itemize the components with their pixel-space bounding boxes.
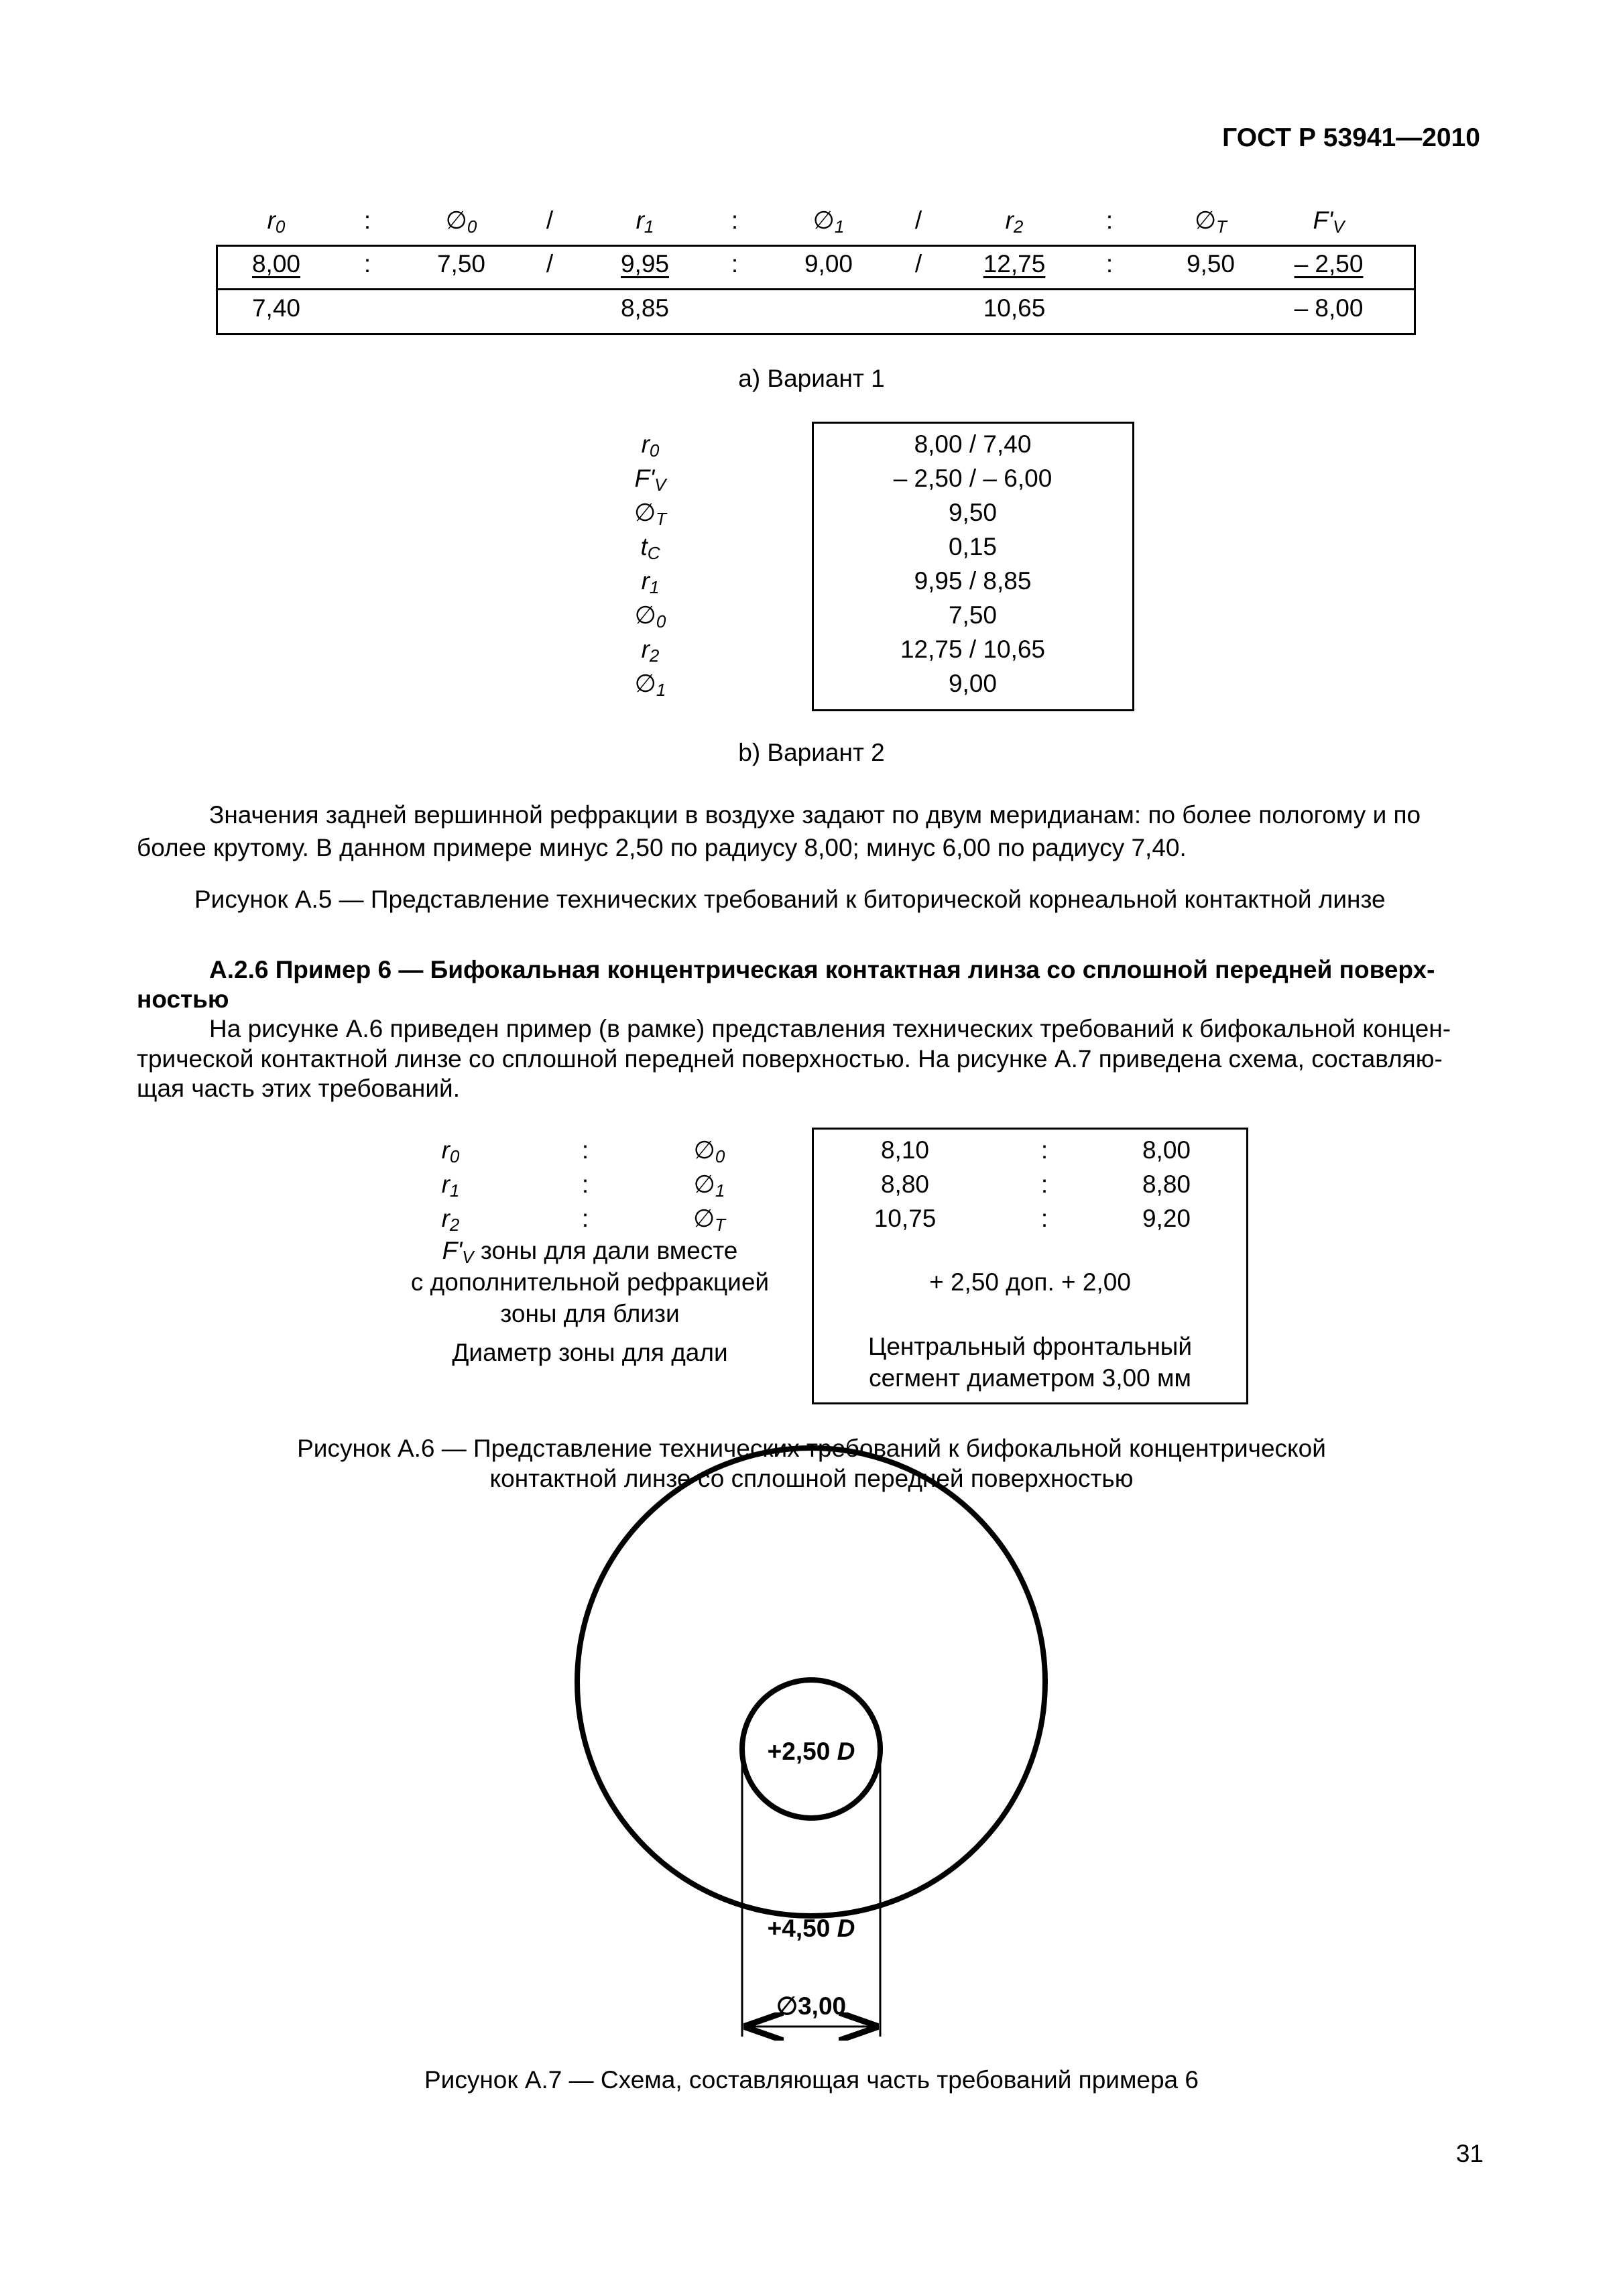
- variant1-header-cell: :: [731, 206, 739, 234]
- a6-colon: :: [581, 1170, 589, 1198]
- symbol-subscript: V: [1333, 217, 1345, 237]
- figure-a7-caption: Рисунок А.7 — Схема, составляющая часть требований примера 6: [424, 2066, 1199, 2094]
- symbol: r: [441, 1205, 450, 1232]
- note-line-2: более крутому. В данном примере минус 2,50 по радиусу 8,00; минус 6,00 по радиусу 7,40.: [137, 834, 1187, 861]
- a6-radius-value: 8,80: [880, 1170, 929, 1198]
- a6-value-colon: :: [1040, 1205, 1048, 1232]
- symbol-subscript: 0: [275, 217, 286, 237]
- diameter-dimension-label: ∅3,00: [776, 1992, 847, 2020]
- variant1-header-cell: /: [914, 206, 922, 234]
- variant1-row1-cell: :: [1105, 250, 1114, 278]
- symbol: r: [641, 430, 650, 458]
- fv-value: + 2,50 доп. + 2,00: [929, 1268, 1131, 1296]
- symbol: r: [641, 636, 650, 663]
- variant1-header-cell: /: [546, 206, 554, 234]
- symbol: ∅: [1194, 206, 1217, 234]
- symbol: ∅: [634, 601, 656, 629]
- symbol: ∅: [634, 499, 656, 526]
- variant1-row1-cell: 9,50: [1186, 250, 1235, 278]
- symbol: ∅: [693, 1205, 715, 1232]
- section-body-line-2: трической контактной линзе со сплошной передней поверхностью. На рисунке А.7 приведена схема, составляю-: [137, 1045, 1443, 1073]
- inner-zone-label: +2,50 D: [767, 1738, 855, 1765]
- symbol: r: [1005, 206, 1014, 234]
- symbol-subscript: 0: [656, 611, 666, 631]
- variant1-row1-cell: /: [914, 250, 922, 278]
- variant1-row1-cell: – 2,50: [1294, 250, 1364, 278]
- symbol-subscript: C: [647, 543, 660, 563]
- symbol-subscript: 2: [649, 646, 660, 666]
- diameter-label: Диаметр зоны для дали: [452, 1339, 728, 1366]
- symbol-subscript: 1: [449, 1181, 460, 1201]
- symbol-subscript: 1: [834, 217, 845, 237]
- variant1-row1-cell: 9,00: [804, 250, 853, 278]
- symbol-subscript: T: [656, 509, 667, 529]
- fv-label-text: зоны для дали вместе: [473, 1237, 738, 1264]
- symbol: F': [634, 465, 655, 492]
- variant2-value: – 2,50 / – 6,00: [893, 465, 1053, 492]
- variant2-value: 8,00 / 7,40: [914, 430, 1032, 458]
- variant2-value: 9,50: [948, 499, 997, 526]
- variant1-row1-cell: 12,75: [983, 250, 1046, 278]
- a6-radius-value: 10,75: [874, 1205, 937, 1232]
- symbol-subscript: 0: [467, 217, 477, 237]
- variant1-row1-cell: 8,00: [251, 250, 300, 278]
- symbol-subscript: 1: [644, 217, 654, 237]
- outer-zone-label: +4,50 D: [767, 1915, 855, 1942]
- symbol: r: [267, 206, 276, 234]
- a6-value-colon: :: [1040, 1170, 1048, 1198]
- variant1-row1-cell: :: [363, 250, 371, 278]
- variant1-row1-cell: 7,50: [436, 250, 485, 278]
- section-body-line-3: щая часть этих требований.: [137, 1075, 460, 1102]
- variant1-row1-cell: :: [731, 250, 739, 278]
- variant1-row2-cell: 10,65: [983, 294, 1046, 322]
- symbol: r: [636, 206, 644, 234]
- variant2-value: 12,75 / 10,65: [900, 636, 1046, 663]
- a6-value-colon: :: [1040, 1136, 1048, 1164]
- fv-subscript: V: [462, 1247, 474, 1267]
- variant1-row1-cell: 9,95: [620, 250, 669, 278]
- fv-symbol: F': [442, 1237, 463, 1264]
- figure-a6-caption-line-1: Рисунок А.6 — Представление технических требований к бифокальной концентрической: [297, 1435, 1326, 1462]
- variant1-row2-cell: 8,85: [620, 294, 669, 322]
- symbol: r: [441, 1170, 450, 1198]
- symbol-subscript: T: [715, 1215, 726, 1235]
- symbol-subscript: 0: [715, 1146, 725, 1166]
- symbol-subscript: 1: [649, 577, 660, 597]
- symbol: ∅: [445, 206, 467, 234]
- variant2-caption: b) Вариант 2: [738, 739, 885, 766]
- symbol: ∅: [693, 1136, 715, 1164]
- variant2-value: 7,50: [948, 601, 997, 629]
- a6-radius-value: 8,10: [880, 1136, 929, 1164]
- section-title-line-2: ностью: [137, 985, 229, 1013]
- page-number: 31: [1455, 2140, 1484, 2167]
- a6-diameter-value: 8,80: [1142, 1170, 1191, 1198]
- variant1-row1-cell: /: [546, 250, 554, 278]
- a6-colon: :: [581, 1205, 589, 1232]
- symbol: t: [640, 533, 648, 560]
- fv-label-line-2: с дополнительной рефракцией: [410, 1268, 770, 1296]
- symbol: F': [1313, 206, 1333, 234]
- symbol: ∅: [634, 670, 656, 697]
- symbol-subscript: V: [654, 475, 666, 495]
- variant1-header-cell: :: [363, 206, 371, 234]
- symbol: ∅: [693, 1170, 715, 1198]
- symbol-subscript: 0: [449, 1146, 460, 1166]
- section-body-line-1: На рисунке А.6 приведен пример (в рамке) представления технических требований к бифокальной концен-: [209, 1015, 1451, 1042]
- section-title-line-1: А.2.6 Пример 6 — Бифокальная концентрическая контактная линза со сплошной передней поверх-: [209, 956, 1435, 983]
- a6-diameter-value: 9,20: [1142, 1205, 1191, 1232]
- symbol-subscript: 1: [715, 1181, 725, 1201]
- variant2-value: 9,95 / 8,85: [914, 567, 1032, 595]
- symbol: r: [641, 567, 650, 595]
- variant1-row2-cell: – 8,00: [1294, 294, 1364, 322]
- note-line-1: Значения задней вершинной рефракции в воздухе задают по двум меридианам: по более пологому и по: [209, 801, 1421, 829]
- variant2-value: 0,15: [948, 533, 997, 560]
- variant1-header-cell: :: [1105, 206, 1114, 234]
- a6-diameter-value: 8,00: [1142, 1136, 1191, 1164]
- symbol-subscript: 0: [649, 440, 660, 461]
- symbol-subscript: 2: [1013, 217, 1024, 237]
- diameter-value-line-2: сегмент диаметром 3,00 мм: [869, 1364, 1191, 1392]
- fv-label-line-3: зоны для близи: [500, 1300, 680, 1327]
- symbol: r: [441, 1136, 450, 1164]
- symbol-subscript: 1: [656, 680, 666, 700]
- diameter-value-line-1: Центральный фронтальный: [867, 1333, 1193, 1360]
- symbol-subscript: T: [1216, 217, 1227, 237]
- symbol: ∅: [813, 206, 835, 234]
- document-header: ГОСТ Р 53941—2010: [1222, 123, 1480, 152]
- a6-colon: :: [581, 1136, 589, 1164]
- variant1-caption: a) Вариант 1: [738, 365, 885, 392]
- variant1-row2-cell: 7,40: [251, 294, 300, 322]
- variant2-value: 9,00: [948, 670, 997, 697]
- figure-a5-caption: Рисунок А.5 — Представление технических требований к биторической корнеальной контактной линзе: [194, 886, 1386, 913]
- symbol-subscript: 2: [449, 1215, 460, 1235]
- figure-a6-caption-line-2: контактной линзе со сплошной передней поверхностью: [489, 1465, 1134, 1492]
